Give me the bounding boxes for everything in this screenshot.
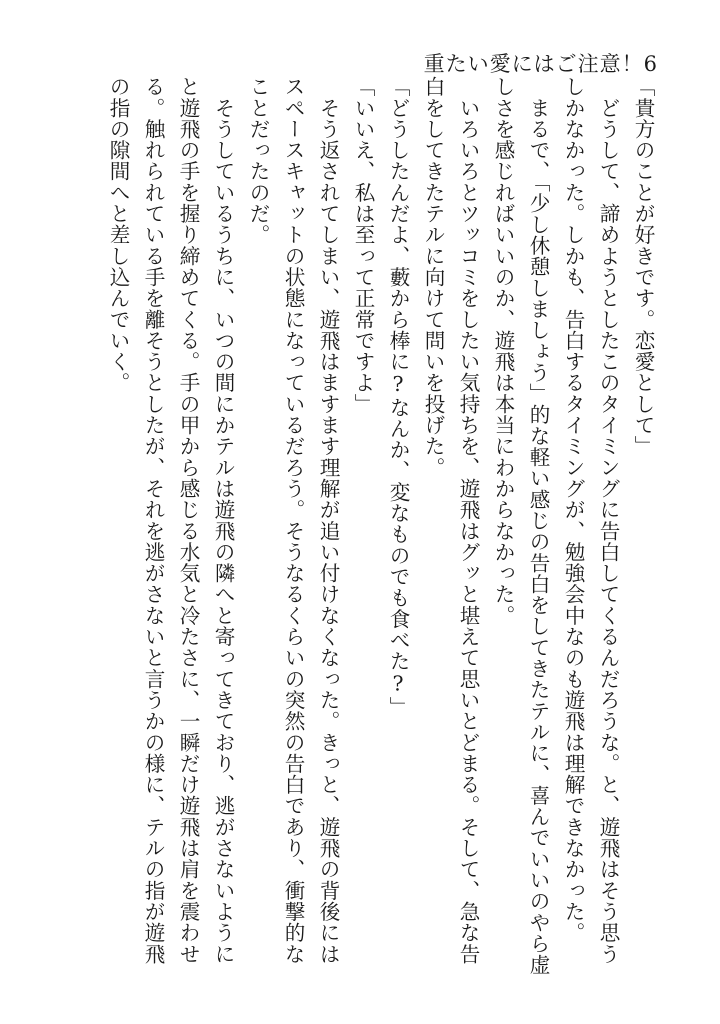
paragraph-1: 「貴方のことが好きです。恋愛として」 bbox=[631, 76, 655, 457]
paragraph-2: どうして、諦めようとしたこのタイミングに告白してくるんだろうな。と、遊飛はそう思うしかなかった。しかも、告白するタイミングが、勉強会中なのも遊飛は理解できなかった。 bbox=[561, 76, 620, 965]
paragraph-8: そうしているうちに、いつの間にかテルは遊飛の隣へと寄ってきており、逃がさないようにと遊飛の手を握り締めてくる。手の甲から感じる水気と冷たさに、一瞬だけ遊飛は肩を震わせる。触れられている手を離そうとしたが、それを逃がさないと言うかの様に、テルの指が遊飛の指の隙間へと差し込んでいく。 bbox=[106, 76, 235, 965]
paragraph-6: 「いいえ、私は至って正常ですよ」 bbox=[351, 76, 375, 415]
paragraph-5: 「どうしたんだよ、藪から棒に?なんか、変なものでも食べた?」 bbox=[386, 76, 410, 718]
paragraph-4: いろいろとツッコミをしたい気持ちを、遊飛はグッと堪えて思いとどまる。そして、急な告白をしてきたテルに向けて問いを投げた。 bbox=[421, 76, 480, 965]
paragraph-3: まるで、「少し休憩しましょう」的な軽い感じの告白をしてきたテルに、喜んでいいのやら虚しさを感じればいいのか、遊飛は本当にわからなかった。 bbox=[491, 76, 550, 976]
paragraph-7: そう返されてしまい、遊飛はますます理解が追い付けなくなった。きっと、遊飛の背後にはスペースキャットの状態になっているだろう。そうなるくらいの突然の告白であり、衝撃的なことだったのだ。 bbox=[246, 76, 340, 965]
vertical-body-text bbox=[106, 76, 660, 976]
page-header-title: 重たい愛にはご注意！6 bbox=[423, 52, 658, 76]
